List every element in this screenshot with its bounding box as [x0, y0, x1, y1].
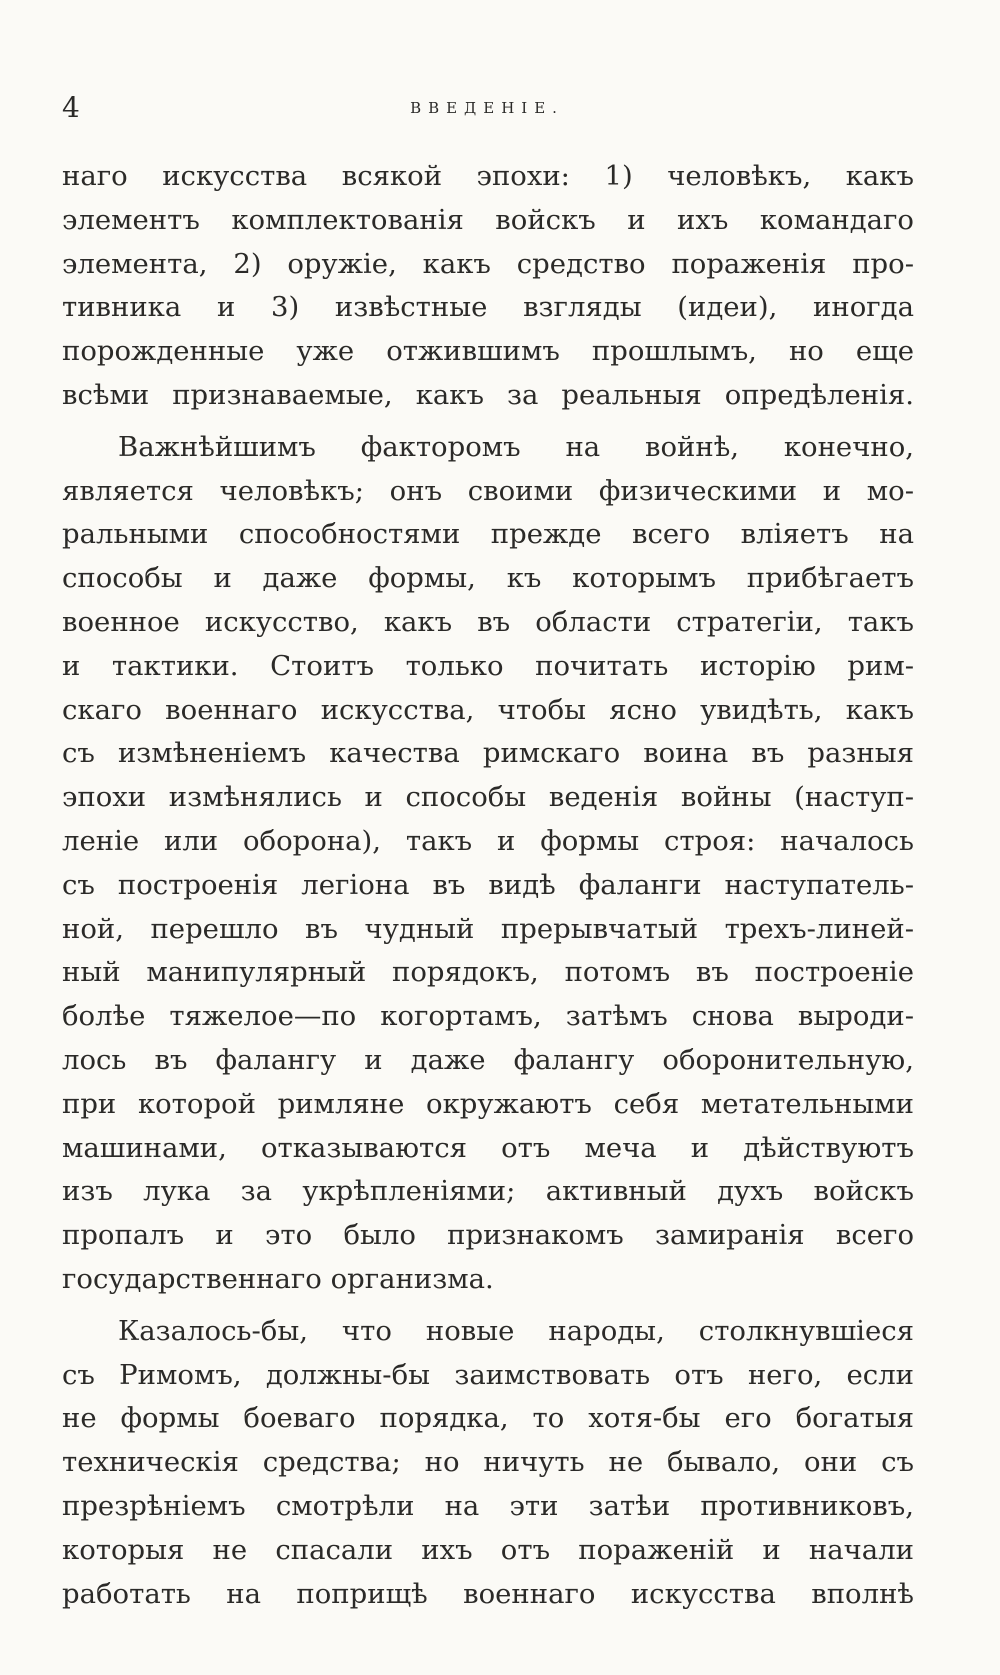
text-line: пропалъ и это было признакомъ замиранія всего [62, 1219, 914, 1252]
page-number: 4 [62, 91, 80, 124]
page-header [62, 91, 912, 134]
text-line: порожденные уже отжившимъ прошлымъ, но еще [62, 335, 914, 368]
text-line: при которой римляне окружаютъ себя метательными [62, 1087, 914, 1120]
text-line: презрѣніемъ смотрѣли на эти затѣи противниковъ, [62, 1489, 914, 1522]
text-line: работать на поприщѣ военнаго искусства вполнѣ [62, 1577, 914, 1610]
text-line: военное искусство, какъ въ области стратегіи, такъ [62, 605, 914, 638]
text-line: ральными способностями прежде всего вліяетъ на [62, 518, 914, 551]
text-line: изъ лука за укрѣпленіями; активный духъ войскъ [62, 1175, 914, 1208]
text-line: способы и даже формы, къ которымъ прибѣгаетъ [62, 562, 914, 595]
text-line: всѣми признаваемые, какъ за реальныя опредѣленія. [62, 378, 914, 411]
text-line: съ Римомъ, должны-бы заимствовать отъ него, если [62, 1358, 914, 1391]
text-line: леніе или оборона), такъ и формы строя: началось [62, 824, 914, 857]
text-line: элемента, 2) оружіе, какъ средство пораженія про- [62, 247, 914, 280]
text-line: Важнѣйшимъ факторомъ на войнѣ, конечно, [118, 430, 914, 463]
text-line: Казалось-бы, что новые народы, столкнувшіеся [118, 1314, 914, 1347]
text-line: болѣе тяжелое—по когортамъ, затѣмъ снова выроди- [62, 1000, 914, 1033]
text-line: элементъ комплектованія войскъ и ихъ командаго [62, 203, 914, 236]
paragraph-3 [62, 1310, 914, 1617]
body-text [62, 155, 914, 1616]
text-line: съ построенія легіона въ видѣ фаланги наступатель- [62, 868, 914, 901]
text-line: ной, перешло въ чудный прерывчатый трехъ-линей- [62, 912, 914, 945]
text-line: машинами, отказываются отъ меча и дѣйствуютъ [62, 1131, 914, 1164]
text-line: тивника и 3) извѣстные взгляды (идеи), иногда [62, 291, 914, 324]
text-line: эпохи измѣнялись и способы веденія войны (наступ- [62, 781, 914, 814]
paragraph-2 [62, 426, 914, 1302]
text-line: наго искусства всякой эпохи: 1) человѣкъ, какъ [62, 160, 914, 192]
paragraph-1 [62, 155, 914, 418]
running-head: ВВЕДЕНІЕ. [410, 99, 564, 117]
text-line: и тактики. Стоитъ только почитать исторію рим- [62, 649, 914, 682]
text-line: не формы боеваго порядка, то хотя-бы его богатыя [62, 1402, 914, 1435]
text-line: лось въ фалангу и даже фалангу оборонительную, [62, 1043, 914, 1076]
text-line: ный манипулярный порядокъ, потомъ въ построеніе [62, 956, 914, 989]
text-line: техническія средства; но ничуть не бывало, они съ [62, 1446, 914, 1479]
text-line: которыя не спасали ихъ отъ пораженій и начали [62, 1533, 914, 1566]
text-line: является человѣкъ; онъ своими физическими и мо- [62, 474, 914, 507]
text-line: государственнаго организма. [62, 1262, 494, 1295]
text-line: съ измѣненіемъ качества римскаго воина въ разныя [62, 737, 914, 770]
paragraph-gap [62, 1302, 914, 1310]
text-line: скаго военнаго искусства, чтобы ясно увидѣть, какъ [62, 693, 914, 726]
paragraph-gap [62, 418, 914, 426]
